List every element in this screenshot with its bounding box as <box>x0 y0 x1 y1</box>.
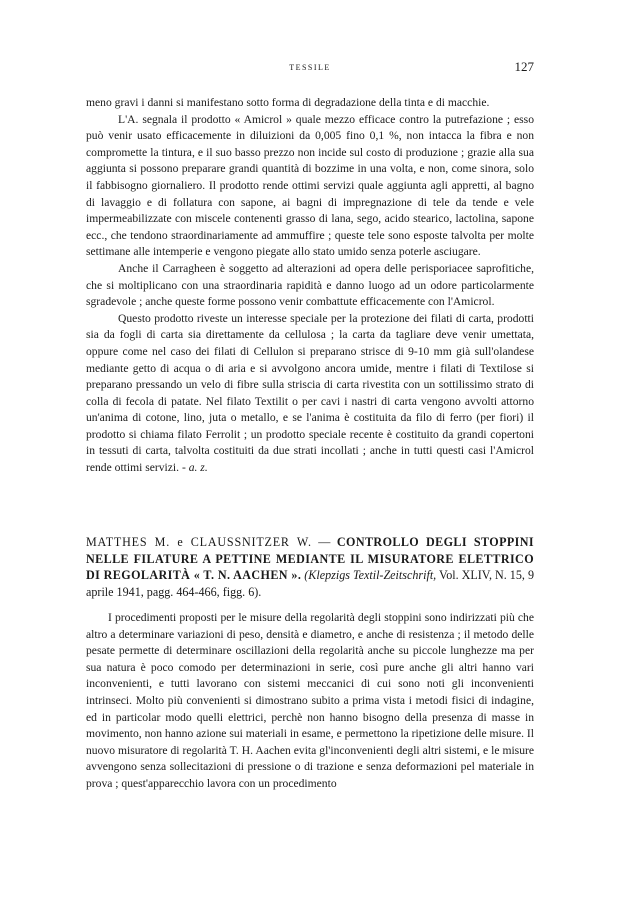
page-number: 127 <box>514 59 534 74</box>
article-title: CONTROLLO DEGLI STOPPINI NELLE FILATURE A PETTINE MEDIANTE IL MISURATORE ELETTRICO DI REGOLARITÀ « T. N. AACHEN ». <box>86 535 534 583</box>
paragraph-4-text: Questo prodotto riveste un interesse speciale per la protezione dei filati di carta, prodotti sia da fogli di carta sia direttamente da cellulosa ; la carta da tagliare deve venir umettata, oppure come nel caso dei filati di Cellulon si preparano strisce di 9-10 mm già sull'olandese mediante getto di acqua o di aria e si avvolgono ancora umide, mentre i filati di Textilose si preparano pressando un velo di fibre sulla striscia di carta rivestita con un sottilissimo strato di colla di fecola di patate. Nel filato Textilit o per cavi i nastri di carta vengono avvolti attorno un'anima di cotone, lino, juta o metallo, e se l'anima è costituita da filo di ferro (per fiori) il prodotto si chiama filato Ferrolit ; un prodotto speciale recente è costituito da grandi copertoni in tessuti di carta, talvolta costituiti da due strati incollati ; anche in tutti questi casi l'Amicrol rende ottimi servizi. <box>86 311 534 475</box>
article-abstract <box>86 610 534 793</box>
article-authors: MATTHES M. e CLAUSSNITZER W. <box>86 535 312 549</box>
paragraph-4 <box>86 311 534 477</box>
page-header <box>86 60 534 76</box>
journal-name: (Klepzigs Textil-Zeitschrift, <box>304 568 437 583</box>
paragraph-1: meno gravi i danni si manifestano sotto forma di degradazione della tinta e di macchie. <box>86 96 490 109</box>
paragraph-2: L'A. segnala il prodotto « Amicrol » quale mezzo efficace contro la putrefazione ; esso può venir usato efficacemente in diluizioni da 0,005 fino 0,1 %, non intacca la fibra e non compromette la tintura, e il suo basso prezzo non incide sul costo di produzione ; grazie alla sua aggiunta si possono preparare grandi quantità di bozzime in una volta, e non, come sinora, solo il fabbisogno giornaliero. Il prodotto rende ottimi servizi quale aggiunta agli appretti, al bagno di lavaggio e di follatura con sapone, ai bagni di impregnazione di tele da tende e vele impermeabilizzate con miscele contenenti grasso di lana, sego, acido stearico, lactolina, sapone ecc., che tendono straordinariamente ad ammuffire ; queste tele sono esposte talvolta per molte settimane alle intemperie e vengono piegate allo stato umido senza poterle asciugare. <box>86 112 534 259</box>
journal-citation: Vol. XLIV, N. 15, 9 aprile 1941, pagg. 464-466, figg. 6). <box>86 568 534 599</box>
article-heading <box>86 534 534 600</box>
abstract-paragraph: I procedimenti proposti per le misure della regolarità degli stoppini sono indirizzati più che altro a determinare variazioni di peso, densità e diametro, e anche di resistenza ; il metodo delle pesate permette di determinare oscillazioni della regolarità anche su piccole lunghezze ma per sua natura è poco comodo per determinazioni in serie, così pure anche gli altri hanno vari inconvenienti, e tutti lavorano con sistemi meccanici di cui sono noti gli inconvenienti intrinseci. Molto più convenienti si dimostrano subito a prima vista i metodi fisici di indagine, ed in particolar modo quelli elettrici, perchè non hanno bisogno della presenza di masse in movimento, non hanno azione sui materiali in esame, e permettono la ripetizione delle misure. Il nuovo misuratore di regolarità T. H. Aachen evita gl'inconvenienti degli altri sistemi, e le misure avvengono senza sollecitazioni di pressione o di trazione e senza deformazioni pel materiale in prova ; quest'apparecchio lavora con un procedimento <box>86 611 534 790</box>
author-signature: - a. z. <box>181 461 208 475</box>
paragraph-3: Anche il Carragheen è soggetto ad alterazioni ad opera delle perisporiacee saprofitiche, che si moltiplicano con una straordinaria rapidità e danno luogo ad un odore particolarmente sgradevole ; anche queste forme possono venir combattute efficacemente con l'Amicrol. <box>86 261 534 309</box>
heading-dash: — <box>311 535 337 549</box>
running-title: TESSILE <box>289 63 331 72</box>
article-amicrol-continuation <box>86 95 534 477</box>
